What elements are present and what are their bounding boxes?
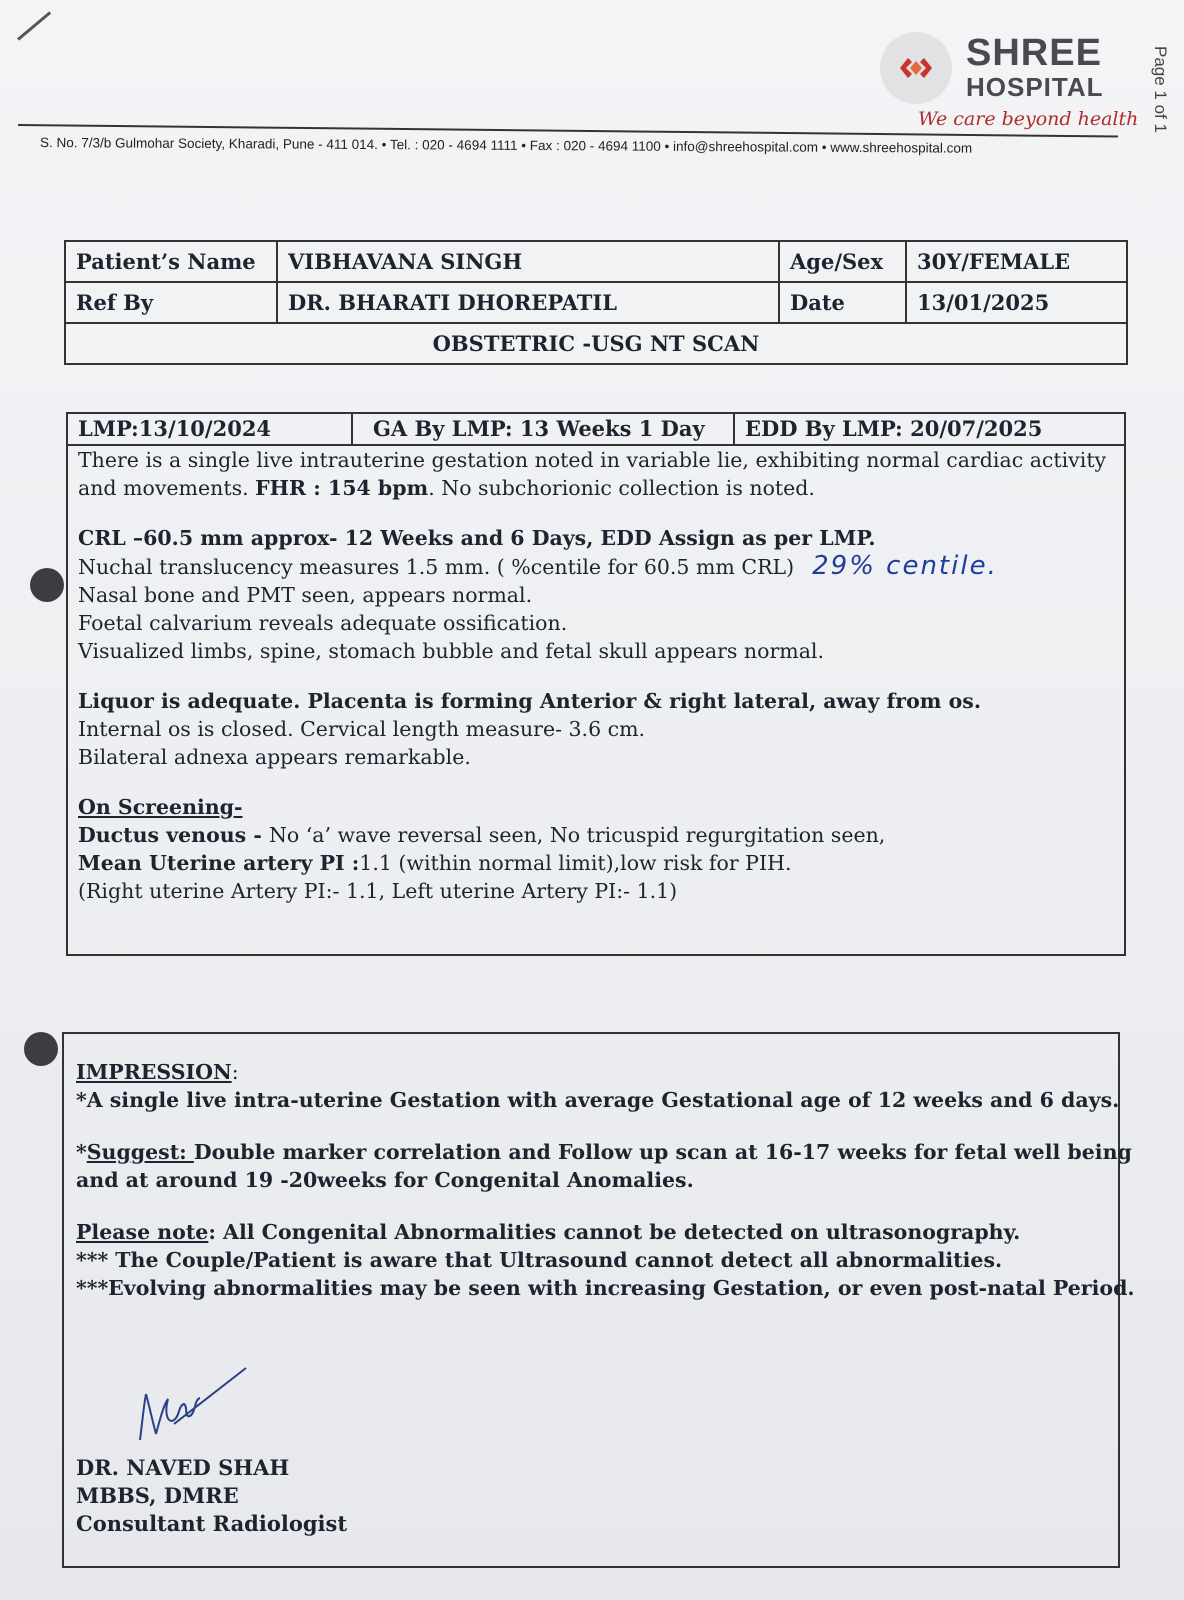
impression-colon: : [231,1060,239,1084]
ductus-label: Ductus venous - [78,823,269,847]
hospital-tagline: We care beyond health [918,108,1139,130]
doctor-name: DR. NAVED SHAH [76,1455,290,1480]
fhr-value: FHR : 154 bpm [255,476,429,500]
suggest-text: Double marker correlation and Follow up scan at 16-17 weeks for fetal well being [193,1140,1132,1164]
impression-label: IMPRESSION [76,1060,232,1084]
suggest-line [76,1138,1132,1166]
finding-line2 [78,474,1114,502]
ductus-line [78,821,1114,849]
punch-hole [30,568,64,602]
note-line [76,1218,1106,1246]
finding-line2-a: and movements. [78,476,256,500]
page-indicator: Page 1 of 1 [1151,46,1170,133]
mean-pi-text: 1.1 (within normal limit),low risk for PIH. [359,851,792,875]
suggest-label: Suggest: [86,1140,194,1164]
mean-pi-line [78,849,1114,877]
doctor-role: Consultant Radiologist [76,1511,348,1536]
punch-hole [24,1032,58,1066]
impression-heading [76,1058,1106,1086]
patient-name-label: Patient’s Name [65,241,277,282]
date-value: 13/01/2025 [906,282,1127,323]
logo-circle [880,32,952,104]
impression-box [62,1032,1135,1568]
calvarium-line: Foetal calvarium reveals adequate ossification. [78,611,568,635]
impression-line1: *A single live intra-uterine Gestation with average Gestational age of 12 weeks and 6 days. [76,1088,1120,1112]
hospital-name-line2: HOSPITAL [966,72,1104,102]
patient-details-table [64,240,1128,365]
suggest-line2: and at around 19 -20weeks for Congenital Anomalies. [76,1168,694,1192]
agesex-label: Age/Sex [779,241,906,282]
uterine-detail-line: (Right uterine Artery PI:- 1.1, Left uterine Artery PI:- 1.1) [78,879,678,903]
suggest-prefix: * [76,1140,87,1164]
pen-mark [17,11,51,40]
crl-line: CRL –60.5 mm approx- 12 Weeks and 6 Days, EDD Assign as per LMP. [78,526,876,550]
nasal-line: Nasal bone and PMT seen, appears normal. [78,583,533,607]
ga-cell: GA By LMP: 13 Weeks 1 Day [353,414,735,444]
finding-line1: There is a single live intrauterine gestation noted in variable lie, exhibiting normal cardiac activity [78,448,1107,472]
mean-pi-label: Mean Uterine artery PI : [78,851,360,875]
finding-line2-c: . No subchorionic collection is noted. [428,476,815,500]
date-label: Date [779,282,906,323]
doctor-degree: MBBS, DMRE [76,1483,239,1508]
hospital-address: S. No. 7/3/b Gulmohar Society, Kharadi, Pune - 411 014. • Tel. : 020 - 4694 1111 • Fax : 020 - 4694 1100 • info@shreehospital.com • www.shreehospital.com [39,135,973,156]
note-line3: ***Evolving abnormalities may be seen with increasing Gestation, or even post-natal Period. [76,1276,1135,1300]
scan-title: OBSTETRIC -USG NT SCAN [65,323,1127,364]
refby-label: Ref By [65,282,277,323]
nt-text: Nuchal translucency measures 1.5 mm. ( %centile for 60.5 mm CRL) [78,555,795,579]
liquor-line: Liquor is adequate. Placenta is forming Anterior & right lateral, away from os. [78,689,981,713]
hospital-name-line1: SHREE [966,32,1102,74]
nt-handwritten-note: 29% centile. [812,551,998,581]
refby-value: DR. BHARATI DHOREPATIL [277,282,779,323]
shree-hospital-logo-icon [898,54,934,82]
note-text: : All Congenital Abnormalities cannot be detected on ultrasonography. [208,1220,1021,1244]
note-line2: *** The Couple/Patient is aware that Ultrasound cannot detect all abnormalities. [76,1248,1003,1272]
nt-line [78,552,1114,581]
limbs-line: Visualized limbs, spine, stomach bubble and fetal skull appears normal. [78,639,824,663]
os-line: Internal os is closed. Cervical length measure- 3.6 cm. [78,717,646,741]
screening-label: On Screening- [78,795,243,819]
lmp-cell: LMP:13/10/2024 [68,414,353,444]
doctor-block [76,1454,347,1538]
signature [134,1364,254,1444]
findings-box [66,412,1126,956]
ductus-text: No ‘a’ wave reversal seen, No tricuspid regurgitation seen, [268,823,886,847]
adnexa-line: Bilateral adnexa appears remarkable. [78,745,471,769]
hospital-logo [880,32,1139,142]
dating-row [68,414,1124,446]
note-label: Please note [76,1220,209,1244]
agesex-value: 30Y/FEMALE [906,241,1127,282]
findings-text [68,446,1124,905]
edd-cell: EDD By LMP: 20/07/2025 [745,416,1043,441]
patient-name: VIBHAVANA SINGH [277,241,779,282]
